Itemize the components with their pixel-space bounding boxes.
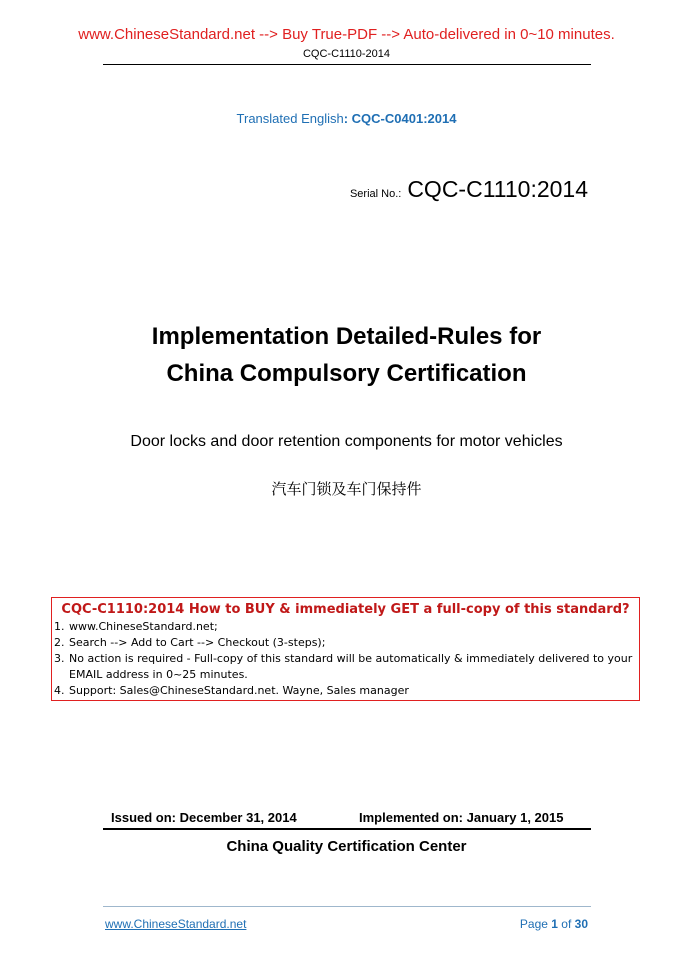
- translated-code: CQC-C0401:2014: [351, 111, 457, 126]
- footer-website-link[interactable]: www.ChineseStandard.net: [105, 917, 247, 931]
- page-total: 30: [574, 917, 588, 931]
- list-item-number: 3.: [54, 652, 65, 665]
- page-indicator: [520, 917, 588, 931]
- purchase-steps-list: [52, 619, 639, 699]
- page-prefix: Page: [519, 917, 552, 931]
- issued-date: Issued on: December 31, 2014: [111, 810, 297, 825]
- translated-english-line: [0, 111, 693, 126]
- list-item: [52, 635, 639, 651]
- serial-number: CQC-C1110:2014: [407, 176, 588, 202]
- translated-label: Translated English: [236, 111, 344, 126]
- list-item[interactable]: [52, 619, 639, 635]
- serial-number-block: [350, 176, 588, 203]
- page-current: 1: [551, 917, 558, 931]
- page-of: of: [557, 917, 575, 931]
- purchase-info-box: [51, 597, 640, 701]
- serial-label: Serial No.:: [349, 188, 402, 200]
- list-item-number: 2.: [54, 636, 65, 649]
- organization-name: China Quality Certification Center: [226, 838, 467, 855]
- subtitle-english: Door locks and door retention components for motor vehicles: [130, 433, 563, 450]
- list-item-text: Support: Sales@ChineseStandard.net. Wayne, Sales manager: [69, 684, 409, 697]
- implemented-date: Implemented on: January 1, 2015: [359, 810, 564, 825]
- list-item[interactable]: [52, 683, 639, 699]
- subtitle-chinese: 汽车门锁及车门保持件: [271, 480, 422, 498]
- document-title: [0, 318, 693, 392]
- header-rule: [103, 64, 591, 65]
- title-line-1: Implementation Detailed-Rules for: [151, 323, 542, 350]
- list-item-text: No action is required - Full-copy of this standard will be automatically & immediately delivered to your EMAIL address in 0~25 minutes.: [69, 652, 633, 681]
- purchase-box-title: CQC-C1110:2014 How to BUY & immediately GET a full-copy of this standard?: [61, 602, 630, 617]
- list-item-text: Search --> Add to Cart --> Checkout (3-steps);: [69, 636, 326, 649]
- header-doc-code: CQC-C1110-2014: [302, 48, 391, 60]
- list-item-text: www.ChineseStandard.net;: [69, 620, 218, 633]
- footer-rule: [103, 906, 591, 907]
- list-item-number: 4.: [54, 684, 65, 697]
- list-item-number: 1.: [54, 620, 65, 633]
- top-banner-link[interactable]: www.ChineseStandard.net --> Buy True-PDF --> Auto-delivered in 0~10 minutes.: [78, 26, 615, 43]
- title-line-2: China Compulsory Certification: [166, 360, 527, 387]
- translated-sep: :: [343, 111, 352, 126]
- dates-row: [103, 810, 591, 830]
- list-item: [52, 651, 639, 683]
